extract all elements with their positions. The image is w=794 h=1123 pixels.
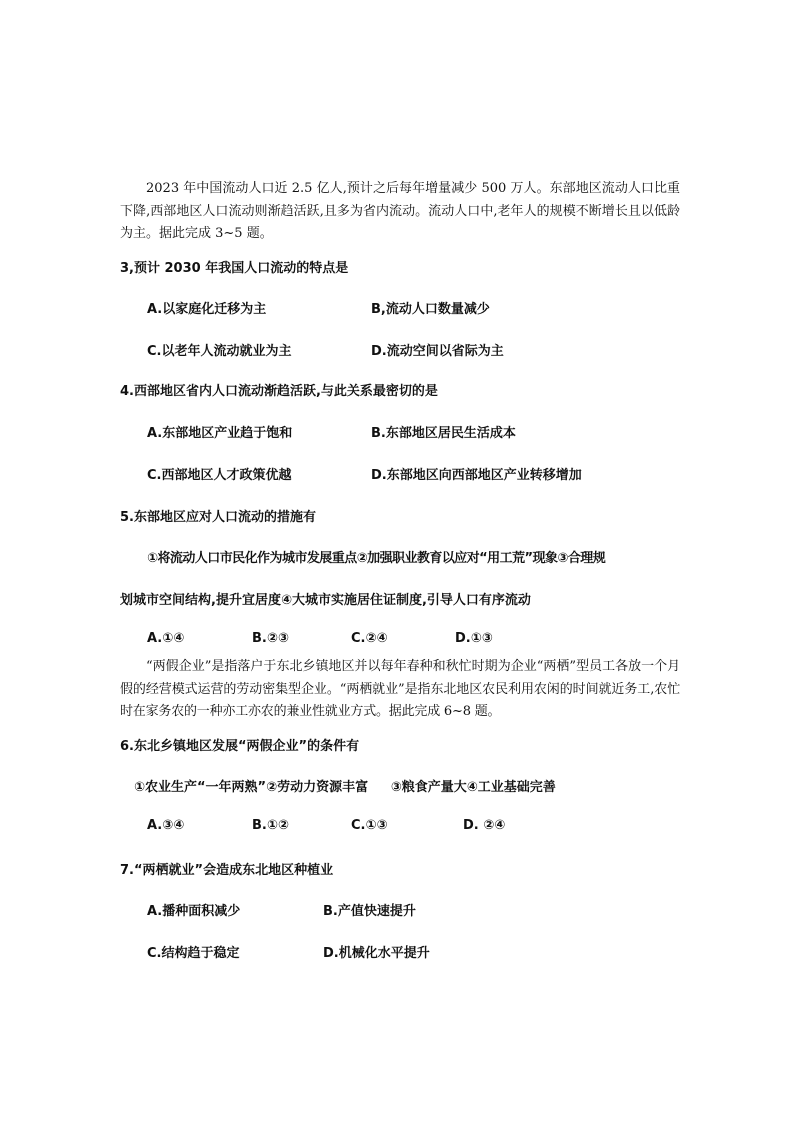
q5-statements-line1: ①将流动人口市民化作为城市发展重点②加强职业教育以应对“用工荒”现象③合理规 <box>147 551 606 566</box>
q7-option-c[interactable]: C.结构趋于稳定 <box>147 946 240 961</box>
q4-option-b[interactable]: B.东部地区居民生活成本 <box>371 426 516 441</box>
q7-option-b[interactable]: B.产值快速提升 <box>323 904 416 919</box>
q5-option-a[interactable]: A.①④ <box>147 631 185 646</box>
q6-option-d[interactable]: D. ②④ <box>463 818 506 833</box>
q3-option-b[interactable]: B,流动人口数量减少 <box>371 302 490 317</box>
q6-option-b[interactable]: B.①② <box>252 818 289 833</box>
q4-option-c[interactable]: C.西部地区人才政策优越 <box>147 468 292 483</box>
question-3-stem: 3,预计 2030 年我国人口流动的特点是 <box>120 261 349 276</box>
question-4-stem: 4.西部地区省内人口流动渐趋活跃,与此关系最密切的是 <box>120 384 438 399</box>
q3-option-c[interactable]: C.以老年人流动就业为主 <box>147 344 292 359</box>
q3-option-a[interactable]: A.以家庭化迁移为主 <box>147 302 267 317</box>
question-6-stem: 6.东北乡镇地区发展“两假企业”的条件有 <box>120 739 360 754</box>
q5-statements-line2: 划城市空间结构,提升宜居度④大城市实施居住证制度,引导人口有序流动 <box>120 593 531 608</box>
q6-option-a[interactable]: A.③④ <box>147 818 185 833</box>
q5-option-b[interactable]: B.②③ <box>252 631 289 646</box>
passage-two-leave-enterprises: “两假企业”是指落户于东北乡镇地区并以每年春种和秋忙时期为企业“两栖”型员工各放一个月假的经营模式运营的劳动密集型企业。“两栖就业”是指东北地区农民利用农闲的时间就近务工,农忙时在家务农的一种亦工亦农的兼业性就业方式。据此完成 6~8 题。 <box>120 659 680 719</box>
q4-option-d[interactable]: D.东部地区向西部地区产业转移增加 <box>371 468 582 483</box>
q7-option-a[interactable]: A.播种面积减少 <box>147 904 241 919</box>
q7-option-d[interactable]: D.机械化水平提升 <box>323 946 430 961</box>
q5-option-d[interactable]: D.①③ <box>455 631 493 646</box>
q4-option-a[interactable]: A.东部地区产业趋于饱和 <box>147 426 293 441</box>
q6-statements: ①农业生产“一年两熟”②劳动力资源丰富 ③粮食产量大④工业基础完善 <box>134 780 556 795</box>
q3-option-d[interactable]: D.流动空间以省际为主 <box>371 344 504 359</box>
passage-migration: 2023 年中国流动人口近 2.5 亿人,预计之后每年增量减少 500 万人。东部地区流动人口比重下降,西部地区人口流动则渐趋活跃,且多为省内流动。流动人口中,老年人的规模不断增长且以低龄为主。据此完成 3~5 题。 <box>120 181 680 241</box>
question-7-stem: 7.“两栖就业”会造成东北地区种植业 <box>120 863 334 878</box>
question-5-stem: 5.东部地区应对人口流动的措施有 <box>120 510 316 525</box>
q5-option-c[interactable]: C.②④ <box>351 631 388 646</box>
q6-option-c[interactable]: C.①③ <box>351 818 388 833</box>
